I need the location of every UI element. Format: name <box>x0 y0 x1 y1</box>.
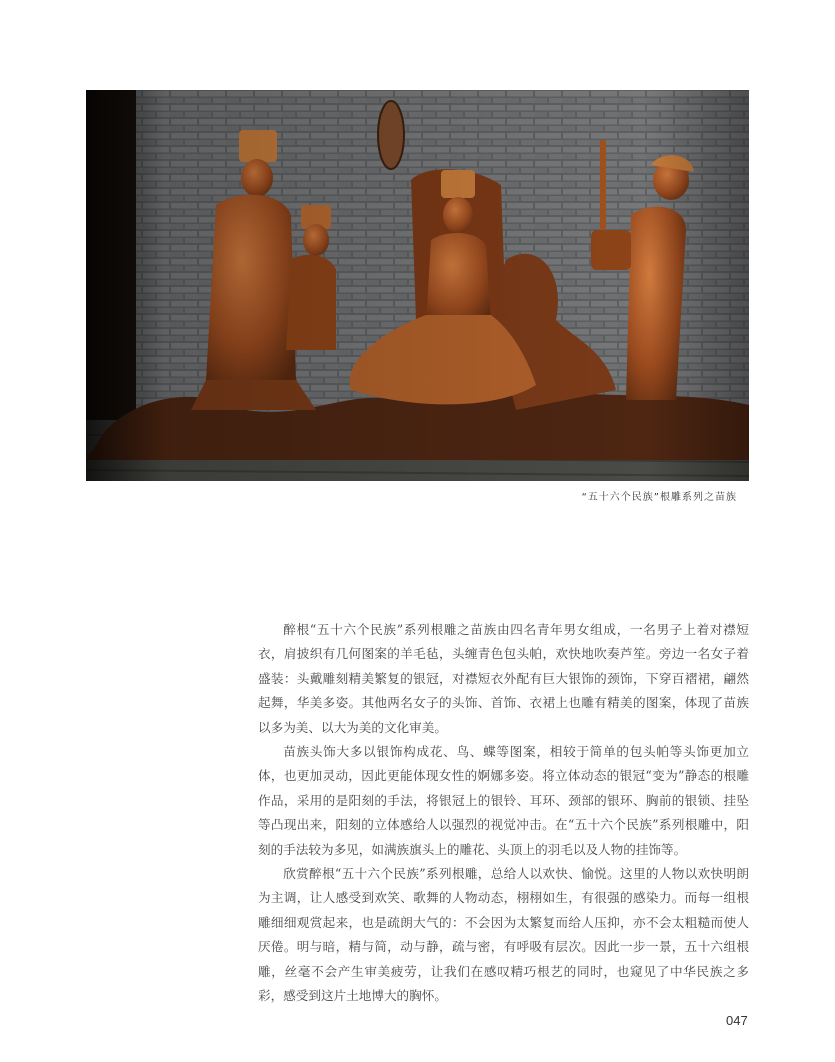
page-number: 047 <box>726 1013 748 1028</box>
sculpture-photo <box>86 90 749 481</box>
article-paragraph-2: 苗族头饰大多以银饰构成花、鸟、蝶等图案，相较于简单的包头帕等头饰更加立体，也更加灵动，因此更能体现女性的婀娜多姿。将立体动态的银冠“变为”静态的根雕作品，采用的是阳刻的手法，将银冠上的银铃、耳环、颈部的银环、胸前的银锁、挂坠等凸现出来，阳刻的立体感给人以强烈的视觉冲击。在“五十六个民族”系列根雕中，阳刻的手法较为多见，如满族旗头上的雕花、头顶上的羽毛以及人物的挂饰等。 <box>258 744 749 857</box>
sculpture-illustration <box>86 90 749 481</box>
article-paragraph-1: 醉根“五十六个民族”系列根雕之苗族由四名青年男女组成，一名男子上着对襟短衣，肩披织有几何图案的羊毛毡，头缠青色包头帕，欢快地吹奏芦笙。旁边一名女子着盛装：头戴雕刻精美繁复的银冠，对襟短衣外配有巨大银饰的颈饰，下穿百褶裙，翩然起舞，华美多姿。其他两名女子的头饰、首饰、衣裙上也雕有精美的图案，体现了苗族以多为美、以大为美的文化审美。 <box>258 622 749 735</box>
article-paragraph-3: 欣赏醉根“五十六个民族”系列根雕，总给人以欢快、愉悦。这里的人物以欢快明朗为主调，让人感受到欢笑、歌舞的人物动态，栩栩如生，有很强的感染力。而每一组根雕细细观赏起来，也是疏朗大气的：不会因为太繁复而给人压抑，亦不会太粗糙而使人厌倦。明与暗，精与简，动与静，疏与密，有呼吸有层次。因此一步一景，五十六组根雕，丝毫不会产生审美疲劳，让我们在感叹精巧根艺的同时，也窥见了中华民族之多彩，感受到这片土地博大的胸怀。 <box>258 866 749 1004</box>
photo-caption: “五十六个民族”根雕系列之苗族 <box>581 492 737 503</box>
article-body <box>258 618 749 1009</box>
